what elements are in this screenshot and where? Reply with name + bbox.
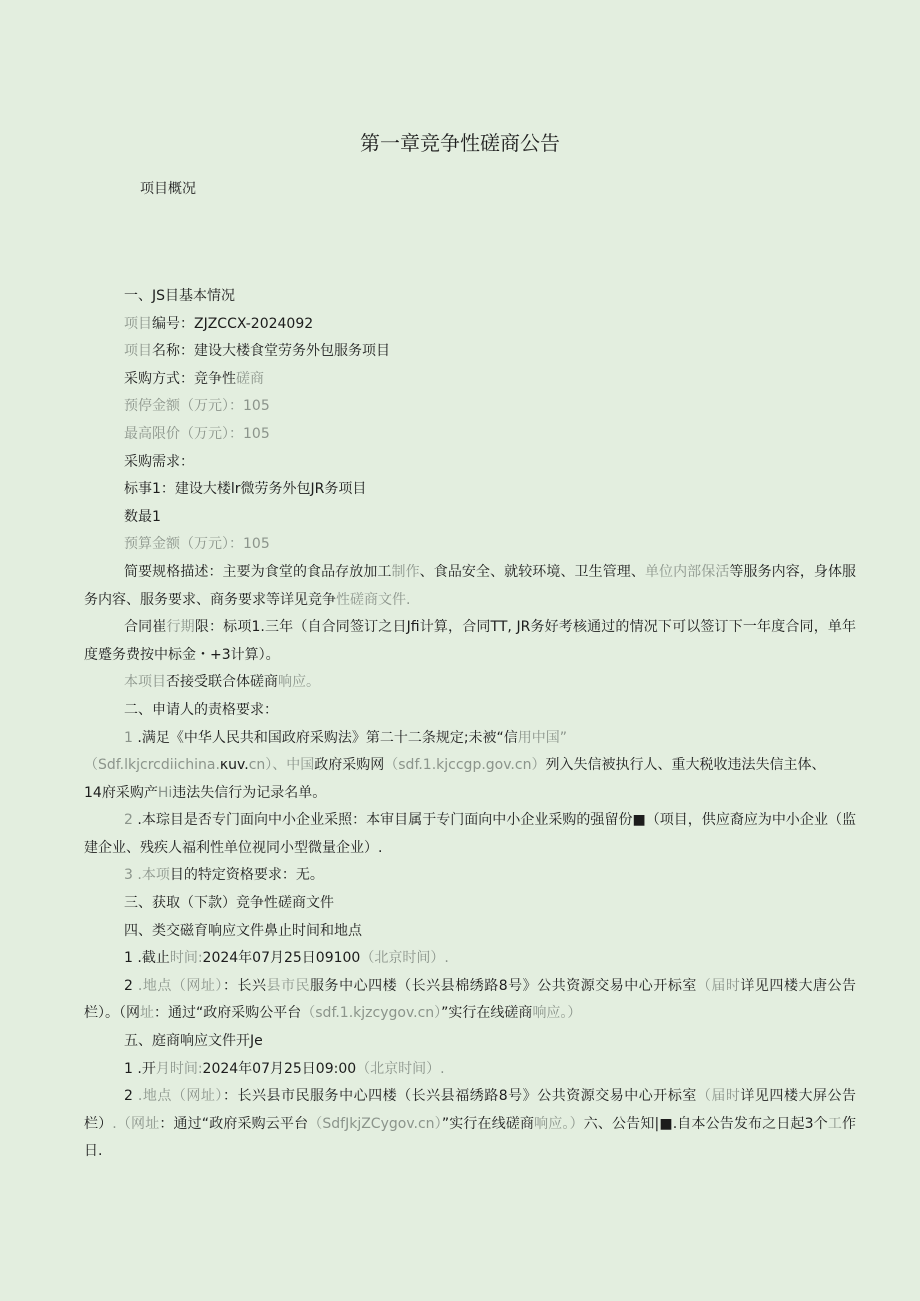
project-number-value: 编号：ZJZCCX-2024092 (152, 315, 314, 332)
opening-location-h: 响应。） (534, 1115, 584, 1132)
spec-description-f: 性磋商文件 (336, 591, 406, 608)
submission-location-h: ：通过“政府采购公平台 (154, 1005, 302, 1022)
submission-location-e: （届时 (696, 977, 741, 994)
spec-description-e: 等服务内容，身体服务内容、服务要求、商务要求等详见竞争 (84, 563, 857, 608)
requirement-1-url-b: κuv. (219, 757, 249, 774)
submission-location-num: 2 (124, 977, 133, 994)
document-body (84, 283, 856, 1166)
consortium-note-b: 否接受联合体磋商 (166, 674, 278, 691)
requirement-1-url-a: （Sdf.lkjcrcdiichina. (84, 757, 220, 774)
submission-location-a: .地点（网址） (137, 977, 223, 994)
section-3-heading-text: 三、获取（下款）竞争性磋商文件 (124, 895, 334, 912)
procurement-method-tail: 磋商 (236, 370, 264, 387)
section-5-heading-text: 五、庭商响应文件开Je (124, 1033, 263, 1050)
quantity-text: 数最1 (124, 508, 161, 525)
requirement-2-text: .本琮目是否专门面向中小企业采照：本审目属于专门面向中小企业采购的强留份■（项目，供应裔应为中小企业（监建企业、残疾人福利性单位视同小型微量企业）. (84, 812, 856, 856)
section-3-heading (84, 890, 856, 918)
project-name-label-a: 项目 (124, 343, 152, 360)
requirement-1-url-c: cn）、中国 (248, 757, 315, 774)
spec-description-a: 简要规格描述：主要为食堂的食品存放加工 (124, 563, 392, 580)
opening-location-g: ”实行在线磋商 (441, 1115, 535, 1132)
project-name (84, 338, 856, 366)
opening-location-b: ：长兴县市民服务中心四楼（长兴县福绣路8号》公共资源交易中心开标室 (222, 1088, 697, 1105)
requirement-1-url-f: 列入失信被执行人、重大税收违法失信主体、 (545, 757, 826, 774)
budget-amount (84, 393, 856, 421)
submission-location-g: 址 (140, 1005, 154, 1022)
requirement-1-end-a: 14府采购产 (84, 784, 158, 801)
contract-period-a: 合同崔 (124, 619, 167, 636)
opening-location-c: （届时 (696, 1088, 741, 1105)
page-title: 第一章竞争性磋商公告 (360, 131, 560, 155)
project-number (84, 311, 856, 339)
spec-description-g: . (406, 591, 411, 608)
submission-location-c: 县市民 (266, 977, 311, 994)
project-number-label-a: 项目 (124, 315, 152, 332)
requirement-1-url-e: （sdf.1.kjccgp.gov.cn） (384, 757, 546, 774)
budget-amount-label: 预停金额（万元） (124, 398, 229, 415)
contract-period-c: 限：标项1.三年（自合同签订之日Jfi计算，合同TT, JR务好考核通过的情况下可以签订下一年度合同，单年度蹙务费按中标金・+3计算）。 (84, 619, 857, 663)
procurement-requirements-text: 采购需求： (124, 453, 194, 470)
deadline-value: 2024年07月25日09100 (202, 950, 361, 967)
spec-description-c: 、食品安全、就较环境、卫生管理、 (419, 563, 645, 580)
procurement-method-value: 采购方式：竞争性 (124, 370, 236, 387)
requirement-1-cont (84, 752, 856, 780)
contract-period-b: 行期 (166, 619, 195, 636)
submission-location-i: ”实行在线磋商 (441, 1005, 533, 1022)
submission-location-url: （sdf.1.kjzcygov.cn） (301, 1005, 442, 1022)
opening-location-num: 2 (124, 1088, 133, 1105)
budget-amount-2-label: 预算金额（万元） (124, 536, 229, 553)
max-price-unit: 元） (208, 425, 229, 442)
deadline (84, 945, 856, 973)
requirement-1-url-d: 政府采购网 (314, 757, 385, 774)
opening-location-j: 工 (827, 1115, 843, 1132)
requirement-3-b: 目的特定资格要求：无。 (169, 867, 324, 884)
consortium-note-a: 本项目 (124, 674, 166, 691)
procurement-method (84, 366, 856, 394)
submission-location-d: 服务中心四楼（长兴县棉绣路8号》公共资源交易中心开标室 (310, 977, 697, 994)
submission-location (84, 973, 856, 1028)
requirement-3 (84, 862, 856, 890)
section-1-heading-text: 一、JS目基本情况 (124, 288, 236, 304)
quantity (84, 504, 856, 532)
spec-description (84, 559, 856, 614)
consortium-note (84, 669, 856, 697)
opening-location-d: 详见四楼大屏公告栏） (84, 1088, 857, 1132)
opening-time-num: 1 (124, 1060, 133, 1077)
opening-location-e: .（网址 (112, 1115, 160, 1132)
requirement-1 (84, 725, 856, 753)
submission-location-b: ：长兴 (222, 977, 267, 994)
max-price-label: 最高限价（万 (124, 425, 208, 442)
max-price (84, 421, 856, 449)
submission-location-j: 响应。） (532, 1005, 582, 1022)
requirement-3-num: 3 (124, 867, 133, 884)
lot-1 (84, 476, 856, 504)
requirement-2-num: 2 (124, 812, 133, 829)
section-2-heading (84, 697, 856, 725)
procurement-requirements (84, 449, 856, 477)
opening-location-f: ：通过“政府采购云平台 (159, 1115, 309, 1132)
spec-description-d: 单位内部保活 (644, 563, 730, 580)
opening-time (84, 1056, 856, 1084)
requirement-2 (84, 807, 856, 862)
consortium-note-c: 响应。 (278, 674, 320, 691)
deadline-a: .截止 (137, 950, 170, 967)
contract-period (84, 614, 856, 669)
section-1-heading (84, 283, 856, 311)
spec-description-b: 制作 (391, 563, 420, 580)
requirement-1-end (84, 780, 856, 808)
budget-amount-2 (84, 531, 856, 559)
max-price-value: ：105 (229, 425, 270, 442)
opening-time-value: 2024年07月25日09:00 (202, 1060, 357, 1077)
opening-time-tz: （北京时间）. (356, 1060, 445, 1077)
section-2-heading-text: 二、申请人的责格要求： (124, 701, 278, 718)
project-name-value: 名称：建设大楼食堂劳务外包服务项目 (152, 343, 390, 360)
requirement-3-a: .本项 (137, 867, 170, 884)
opening-location-k: 作日. (84, 1115, 857, 1160)
opening-location-url: （SdfJkjZCygov.cn） (308, 1115, 442, 1132)
requirement-1-end-c: 违法失信行为记录名单。 (172, 784, 327, 801)
opening-location-a: .地点（网址） (137, 1088, 223, 1105)
deadline-b: 时间: (169, 950, 203, 967)
budget-amount-2-value: ：105 (229, 536, 270, 553)
lot-1-text: 标事1：建设大楼lr微劳务外包JR务项目 (124, 481, 367, 498)
section-5-heading (84, 1028, 856, 1056)
budget-amount-value: ：105 (229, 398, 270, 415)
deadline-tz: （北京时间）. (360, 950, 449, 967)
section-4-heading (84, 918, 856, 946)
requirement-1-end-b: Hi (157, 784, 173, 801)
project-overview-heading: 项目概况 (140, 181, 196, 197)
opening-location (84, 1083, 856, 1166)
deadline-num: 1 (124, 950, 133, 967)
requirement-1-text: .满足《中华人民共和国政府采购法》第二十二条规定;未被“信 (137, 729, 518, 746)
opening-time-a: .开 (137, 1060, 156, 1077)
section-4-heading-text: 四、类交磁育响应文件鼻止时间和地点 (124, 922, 362, 939)
opening-location-i: 六、公告知|■.自本公告发布之日起3个 (583, 1115, 828, 1132)
submission-location-f: 详见四楼大唐公告栏）。（网 (84, 977, 857, 1022)
opening-time-b: 月时间: (155, 1060, 203, 1077)
requirement-1-num: 1 (124, 729, 133, 746)
requirement-1-tail: 用中国” (517, 729, 568, 746)
